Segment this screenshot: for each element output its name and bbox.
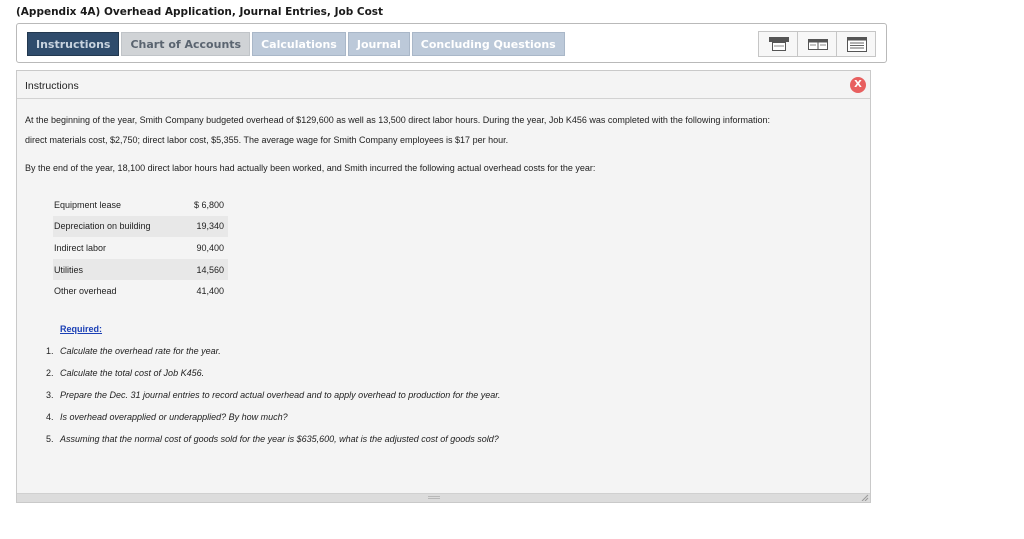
table-row <box>53 194 228 216</box>
grip-icon[interactable] <box>428 496 440 499</box>
cost-label: Depreciation on building <box>53 216 188 238</box>
requirement-number: 1. <box>46 346 54 356</box>
list-item <box>46 389 500 411</box>
tab-calculations[interactable]: Calculations <box>252 32 346 56</box>
panel-title: Instructions <box>25 80 79 92</box>
cost-label: Equipment lease <box>53 194 188 216</box>
cost-value: 14,560 <box>188 259 228 281</box>
actual-hours-paragraph: By the end of the year, 18,100 direct labor hours had actually been worked, and Smith incurred the following actual overhead costs for the year: <box>25 163 596 173</box>
panel-resize-bar[interactable] <box>17 493 870 502</box>
requirement-text: Calculate the overhead rate for the year. <box>60 346 221 356</box>
list-panel-button[interactable] <box>836 31 876 57</box>
panel-header <box>17 71 870 99</box>
table-row <box>53 259 228 281</box>
page-title: (Appendix 4A) Overhead Application, Journal Entries, Job Cost <box>16 6 384 18</box>
requirement-text: Calculate the total cost of Job K456. <box>60 368 205 378</box>
requirements-list <box>46 345 500 455</box>
table-row <box>53 216 228 238</box>
table-row <box>53 237 228 259</box>
intro-line-1: At the beginning of the year, Smith Company budgeted overhead of $129,600 as well as 13,500 direct labor hours. During the year, Job K456 was completed with the following information: <box>25 115 770 125</box>
view-toolbar <box>758 31 875 57</box>
intro-paragraph <box>25 110 770 150</box>
tab-concluding-questions[interactable]: Concluding Questions <box>412 32 565 56</box>
required-link[interactable]: Required: <box>60 324 103 334</box>
intro-line-2: direct materials cost, $2,750; direct labor cost, $5,355. The average wage for Smith Company employees is $17 per hour. <box>25 135 509 145</box>
instructions-panel <box>16 70 871 503</box>
cost-value: 90,400 <box>188 237 228 259</box>
split-panel-button[interactable] <box>797 31 837 57</box>
cost-label: Utilities <box>53 259 188 281</box>
requirement-number: 3. <box>46 390 54 400</box>
cost-value: 41,400 <box>188 280 228 302</box>
list-panel-icon <box>847 37 867 52</box>
overhead-costs-table <box>53 194 228 302</box>
tab-chart-of-accounts[interactable]: Chart of Accounts <box>121 32 250 56</box>
tab-list <box>27 32 567 56</box>
table-row <box>53 280 228 302</box>
requirement-text: Is overhead overapplied or underapplied? By how much? <box>60 412 288 422</box>
window-restore-icon <box>769 37 789 52</box>
cost-value: 19,340 <box>188 216 228 238</box>
resize-handle-icon[interactable] <box>861 494 869 501</box>
tab-instructions[interactable]: Instructions <box>27 32 119 56</box>
list-item <box>46 433 500 455</box>
list-item <box>46 411 500 433</box>
tab-journal[interactable]: Journal <box>348 32 410 56</box>
split-panel-icon <box>808 37 828 52</box>
requirement-number: 4. <box>46 412 54 422</box>
cost-label: Other overhead <box>53 280 188 302</box>
close-button[interactable]: X <box>850 77 866 93</box>
list-item <box>46 367 500 389</box>
window-restore-button[interactable] <box>758 31 798 57</box>
requirement-text: Prepare the Dec. 31 journal entries to record actual overhead and to apply overhead to production for the year. <box>60 390 501 400</box>
tab-bar <box>16 23 887 63</box>
requirement-text: Assuming that the normal cost of goods sold for the year is $635,600, what is the adjusted cost of goods sold? <box>60 434 499 444</box>
cost-value: $ 6,800 <box>188 194 228 216</box>
cost-label: Indirect labor <box>53 237 188 259</box>
requirement-number: 2. <box>46 368 54 378</box>
requirement-number: 5. <box>46 434 54 444</box>
list-item <box>46 345 500 367</box>
